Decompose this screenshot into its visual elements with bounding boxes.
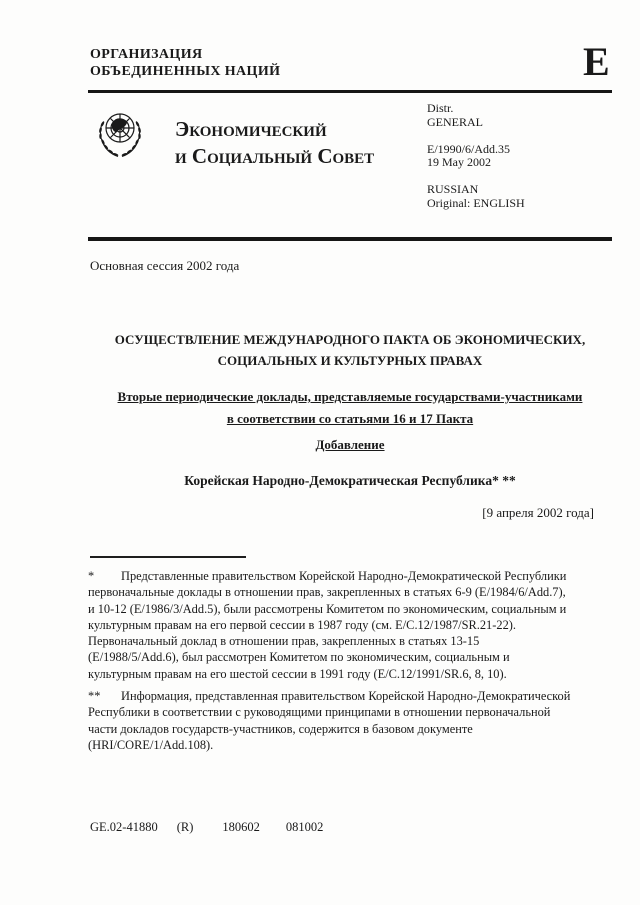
footnote-separator	[90, 556, 246, 558]
org-name	[90, 46, 280, 80]
main-title	[88, 329, 612, 371]
distr-label: Distr.	[427, 101, 454, 115]
footnote-1-line	[88, 568, 584, 584]
footnote-1-line: культурным правам на его первой сессии в 1987 году (см. E/C.12/1987/SR.21-22).	[88, 617, 516, 632]
document-footer	[90, 820, 323, 835]
footnote-1-text: Представленные правительством Корейской Народно-Демократической Республики	[121, 569, 567, 583]
subtitle-line1: Вторые периодические доклады, представляемые государствами-участниками	[117, 389, 583, 404]
footnote-1-line: Первоначальный доклад в отношении прав, закрепленных в статьях 13-15	[88, 634, 480, 649]
council-name-line1: Экономический	[175, 117, 327, 141]
session-line: Основная сессия 2002 года	[90, 258, 240, 273]
org-name-line2: ОБЪЕДИНЕННЫХ НАЦИЙ	[90, 64, 281, 79]
submission-date: [9 апреля 2002 года]	[482, 505, 594, 520]
footnote-1-line: и 10-12 (E/1986/3/Add.5), были рассмотрены Комитетом по экономическим, социальным и	[88, 601, 567, 616]
country-heading: Корейская Народно-Демократическая Республика* **	[184, 473, 516, 488]
footnote-1	[88, 568, 584, 682]
footnote-1-marker: *	[88, 569, 95, 583]
footnote-2-marker: **	[88, 689, 101, 703]
doc-language: RUSSIAN	[427, 182, 479, 196]
ge-number: GE.02-41880	[90, 820, 158, 834]
footnote-1-line: первоначальные доклады в отношении прав, закрепленных в статьях 6-9 (E/1984/6/Add.7),	[88, 585, 566, 600]
header-rule	[88, 90, 612, 93]
language-code: (R)	[176, 820, 194, 834]
main-title-line2: СОЦИАЛЬНЫХ И КУЛЬТУРНЫХ ПРАВАХ	[217, 353, 483, 368]
council-name-line2: и Социальный Совет	[175, 144, 375, 168]
distr-type: GENERAL	[427, 114, 483, 129]
doc-date: 19 May 2002	[427, 155, 491, 169]
footer-date-1: 180602	[222, 820, 260, 834]
footnote-2	[88, 688, 584, 753]
doc-original-language: Original: ENGLISH	[427, 195, 525, 210]
un-emblem-icon	[90, 104, 150, 164]
main-title-line1: ОСУЩЕСТВЛЕНИЕ МЕЖДУНАРОДНОГО ПАКТА ОБ ЭКОНОМИЧЕСКИХ,	[114, 332, 586, 347]
footnote-1-line: культурным правам на его шестой сессии в 1991 году (E/C.12/1991/SR.6, 8, 10).	[88, 666, 507, 681]
council-name	[175, 116, 374, 170]
spacer	[427, 129, 525, 143]
footer-date-2: 081002	[285, 820, 324, 834]
footnote-2-line: части докладов государств-участников, содержится в базовом документе	[88, 721, 473, 736]
spacer	[427, 170, 525, 184]
section-rule	[88, 237, 612, 241]
doc-symbol: E/1990/6/Add.35	[427, 141, 510, 156]
footnote-2-line	[88, 688, 584, 704]
footnote-2-text: Информация, представленная правительством Корейской Народно-Демократической	[121, 689, 571, 703]
footnote-2-line: Республики в соответствии с руководящими принципами в отношении первоначальной	[88, 705, 551, 720]
footnote-2-line: (HRI/CORE/1/Add.108).	[88, 737, 214, 752]
footnote-1-line: (E/1988/5/Add.6), был рассмотрен Комитетом по экономическим, социальным и	[88, 650, 510, 665]
distribution-block	[427, 102, 525, 210]
subtitle	[88, 386, 612, 430]
addendum-heading: Добавление	[315, 437, 385, 452]
org-name-line1: ОРГАНИЗАЦИЯ	[90, 47, 203, 62]
subtitle-line2: в соответствии со статьями 16 и 17 Пакта	[226, 411, 474, 426]
document-series-letter: E	[583, 39, 610, 84]
